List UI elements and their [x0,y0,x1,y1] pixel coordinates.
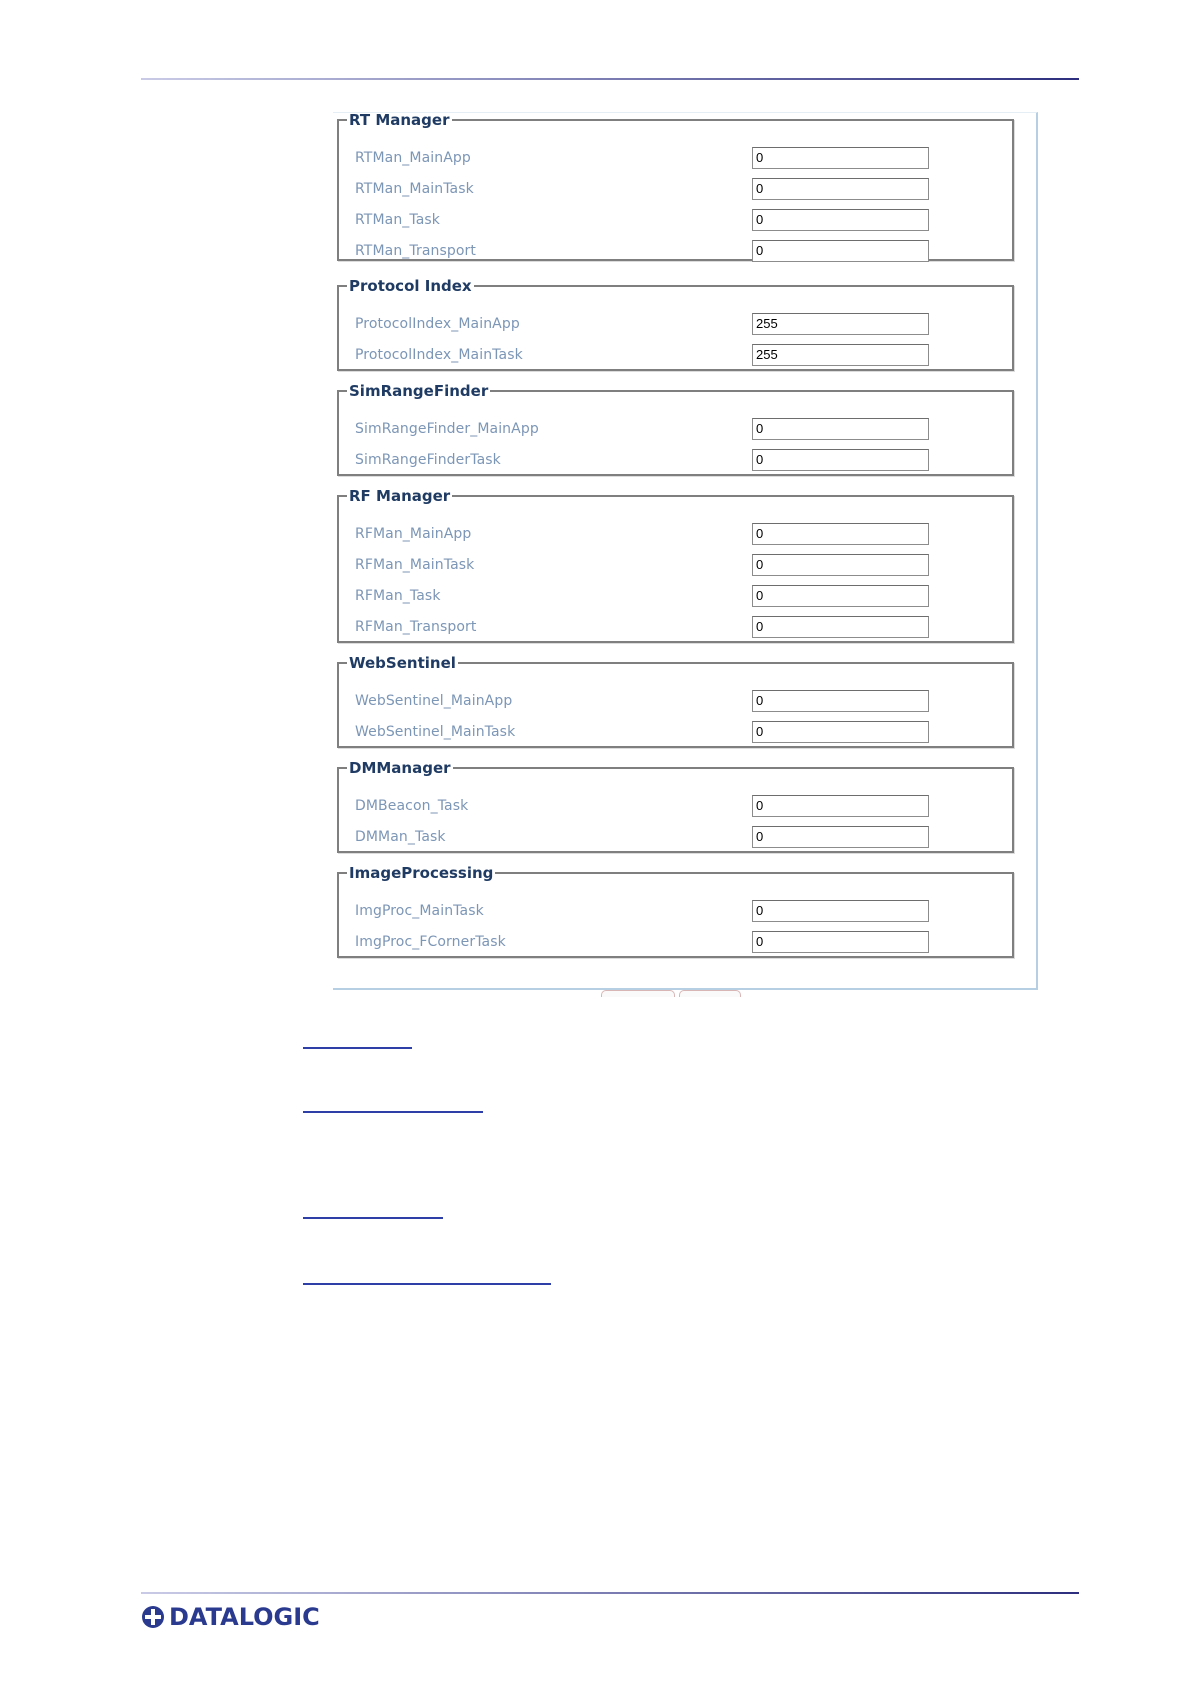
setting-input[interactable]: 0 [752,585,929,607]
group-title: WebSentinel [349,654,456,672]
group-protocol-index [337,279,1014,371]
setting-label: RFMan_Task [355,588,441,604]
reset-button-cropped[interactable] [679,990,741,997]
setting-input[interactable]: 0 [752,616,929,638]
setting-input[interactable]: 0 [752,900,929,922]
group-title: RT Manager [349,111,450,129]
setting-label: RFMan_MainApp [355,526,472,542]
setting-row [355,240,1012,264]
setting-label: DMBeacon_Task [355,798,469,814]
datalogic-mark-icon [141,1605,165,1629]
setting-label: WebSentinel_MainTask [355,724,516,740]
group-dmmanager [337,761,1014,853]
setting-label: ProtocolIndex_MainApp [355,316,520,332]
setting-row [355,931,1012,955]
group-title: SimRangeFinder [349,382,489,400]
setting-label: RTMan_MainApp [355,150,471,166]
group-rt-manager [337,113,1014,261]
footer-rule [141,1592,1079,1594]
setting-row [355,209,1012,233]
setting-input[interactable]: 0 [752,240,929,262]
setting-input[interactable]: 255 [752,313,929,335]
cross-reference-link[interactable] [303,1111,483,1113]
setting-row [355,313,1012,337]
header-rule [141,78,1079,80]
group-rf-manager [337,489,1014,643]
setting-label: SimRangeFinderTask [355,452,501,468]
setting-input[interactable]: 0 [752,449,929,471]
settings-panel-screenshot [333,112,1038,990]
submit-button-cropped[interactable] [601,990,675,997]
setting-row [355,449,1012,473]
setting-label: ImgProc_FCornerTask [355,934,506,950]
group-title: ImageProcessing [349,864,494,882]
setting-input[interactable]: 0 [752,721,929,743]
setting-input[interactable]: 0 [752,523,929,545]
setting-input[interactable]: 0 [752,147,929,169]
setting-input[interactable]: 0 [752,690,929,712]
setting-label: RFMan_MainTask [355,557,475,573]
group-simrangefinder [337,384,1014,476]
setting-row [355,795,1012,819]
setting-label: SimRangeFinder_MainApp [355,421,539,437]
brand-wordmark: DATALOGIC [169,1603,320,1631]
datalogic-logo [141,1604,320,1630]
setting-label: RTMan_MainTask [355,181,474,197]
setting-row [355,616,1012,640]
cross-reference-link[interactable] [303,1047,412,1049]
setting-label: WebSentinel_MainApp [355,693,513,709]
setting-row [355,178,1012,202]
setting-label: ProtocolIndex_MainTask [355,347,523,363]
cross-reference-link[interactable] [303,1283,551,1285]
setting-input[interactable]: 255 [752,344,929,366]
setting-row [355,721,1012,745]
group-websentinel [337,656,1014,748]
cross-reference-link[interactable] [303,1217,443,1219]
setting-row [355,690,1012,714]
setting-label: RTMan_Transport [355,243,476,259]
group-title: DMManager [349,759,451,777]
setting-input[interactable]: 0 [752,826,929,848]
setting-row [355,900,1012,924]
setting-row [355,585,1012,609]
group-title: Protocol Index [349,277,472,295]
setting-row [355,418,1012,442]
setting-row [355,826,1012,850]
setting-label: DMMan_Task [355,829,446,845]
group-title: RF Manager [349,487,451,505]
setting-input[interactable]: 0 [752,209,929,231]
setting-row [355,344,1012,368]
setting-label: RFMan_Transport [355,619,477,635]
setting-input[interactable]: 0 [752,931,929,953]
setting-input[interactable]: 0 [752,178,929,200]
setting-input[interactable]: 0 [752,418,929,440]
setting-label: RTMan_Task [355,212,441,228]
setting-label: ImgProc_MainTask [355,903,484,919]
setting-row [355,147,1012,171]
group-imageprocessing [337,866,1014,958]
setting-row [355,523,1012,547]
setting-input[interactable]: 0 [752,795,929,817]
setting-input[interactable]: 0 [752,554,929,576]
setting-row [355,554,1012,578]
